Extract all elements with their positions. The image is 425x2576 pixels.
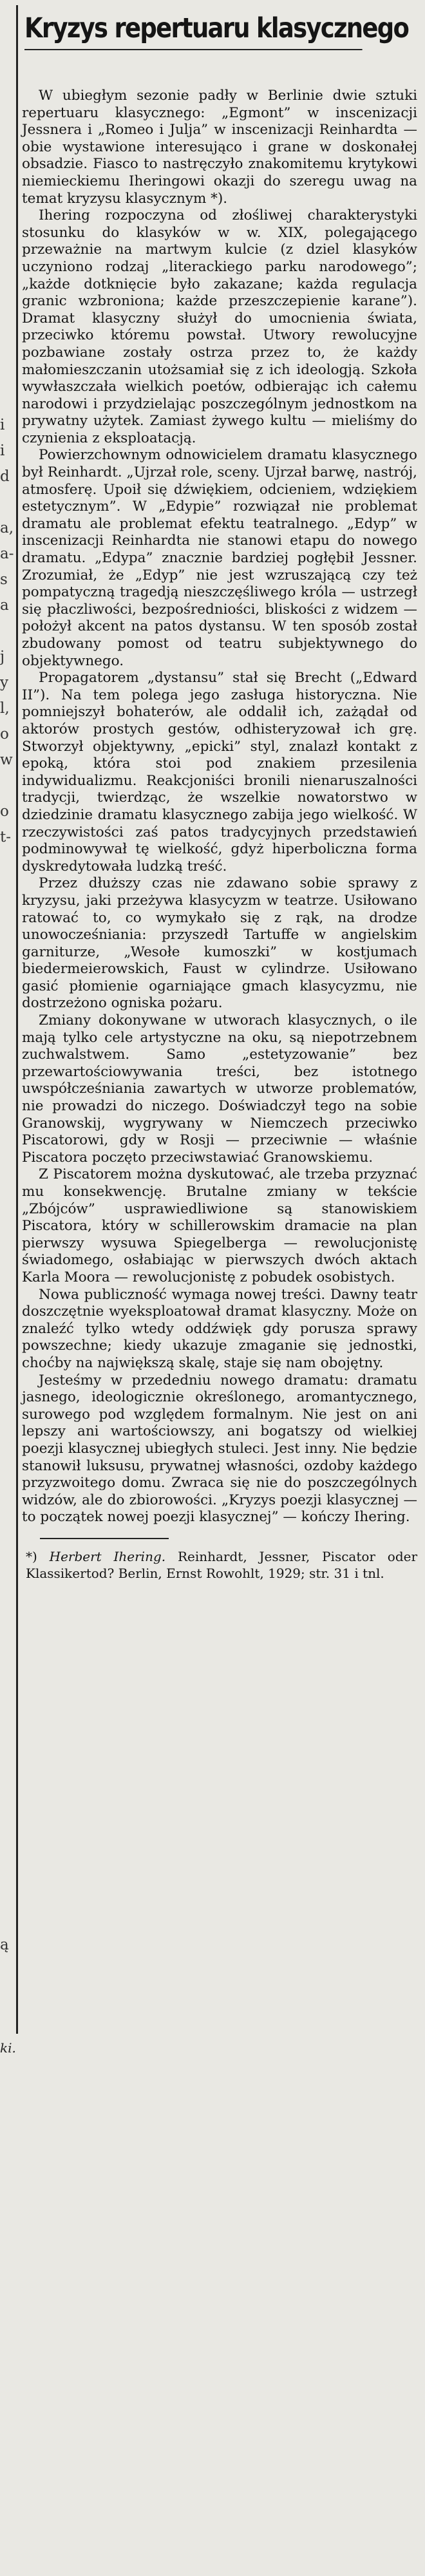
gutter-fragment: a, [0, 520, 14, 536]
gutter-fragment [0, 902, 14, 927]
gutter-fragment [0, 1417, 14, 1443]
gutter-fragment [0, 1365, 14, 1391]
gutter-fragment [0, 2138, 14, 2164]
gutter-fragment [0, 2473, 14, 2499]
gutter-fragment [0, 489, 14, 515]
gutter-fragment [0, 1906, 14, 1932]
paragraph: Powierzchownym odnowicielem dramatu klasycznego był Reinhardt. „Ujrzał role, sceny. Ujrzał barwę, nastrój, atmosferę. Upoił się dźwiękiem, odcieniem, wdziękiem estetycznym”. W „Edypie” rozwiązał nie problemat dramatu ale problemat efektu teatralnego. „Edyp” w inscenizacji Reinhardta nie stanowi etapu do nowego dramatu. „Edypa” znacznie bardziej pogłębił Jessner. Zrozumiał, że „Edyp” nie jest wzruszającą czy też pompatyczną tragedją nieszczęśliwego króla — ustrzegł się płaczliwości, bezpośredniości, bliskości z widzem — położył akcent na patos dystansu. W ten sposób został zbudowany pomost od teatru subjektywnego do objektywnego. [22, 447, 417, 669]
gutter-fragment [0, 1546, 14, 1571]
article-title: Kryzys repertuaru klasycznego [24, 8, 363, 50]
gutter-fragment: o [0, 803, 9, 820]
paragraph: Nowa publiczność wymaga nowej treści. Dawny teatr doszczętnie wyeksploatował dramat klasyczny. Może on znaleźć tylko wtedy oddźwięk gdy porusza sprawy powszechne; kiedy ukazuje zmaganie się jednostki, choćby na największą skalę, staje się nam obojętny. [22, 1286, 417, 1371]
gutter-fragment [0, 1494, 14, 1520]
gutter-fragment [0, 2190, 14, 2215]
gutter-fragment [0, 1726, 14, 1752]
gutter-fragment: a [0, 597, 9, 614]
gutter-fragment [0, 2396, 14, 2421]
gutter-fragment [0, 1571, 14, 1597]
adjacent-column-fragments [0, 412, 14, 2576]
gutter-fragment [0, 979, 14, 1005]
footnote-marker: *) [26, 1548, 37, 1564]
gutter-fragment [0, 1984, 14, 2009]
gutter-fragment [0, 1236, 14, 1262]
gutter-fragment [0, 1855, 14, 1880]
gutter-fragment [0, 1752, 14, 1777]
gutter-fragment: s [0, 571, 8, 588]
gutter-fragment: i [0, 442, 5, 459]
gutter-fragment: o [0, 726, 9, 743]
gutter-fragment [0, 2370, 14, 2396]
article-body [22, 88, 417, 1526]
gutter-fragment [0, 1185, 14, 1211]
gutter-fragment [0, 2009, 14, 2035]
footnote-author: Herbert Ihering. [49, 1548, 166, 1564]
column-rule [16, 5, 18, 2034]
gutter-fragment [0, 1674, 14, 1700]
article [22, 8, 417, 1582]
paragraph: Ihering rozpoczyna od złośliwej charakterystyki stosunku do klasyków w w. XIX, polegającego przeważnie na martwym kulcie (z dziel klasyków uczyniono rodzaj „literackiego parku narodowego”; „każde dotknięcie było zakazane; każda regulacja granic wzbroniona; każde przeszczepienie karane”). Dramat klasyczny służył do umocnienia świata, przeciwko któremu powstał. Utwory rewolucyjne pozbawiane zostały ostrza przez to, że każdy małomieszczanin utożsamiał się z ich ideologją. Szkoła wywłaszczała wielkich poetów, odbierając ich całemu narodowi i przydzielając poszczególnym jednostkom na prywatny użytek. Zamiast żywego kultu — mieliśmy do czynienia z eksploatacją. [22, 207, 417, 446]
gutter-fragment [0, 1056, 14, 1082]
gutter-fragment [0, 2318, 14, 2344]
gutter-fragment [0, 773, 14, 799]
paragraph: Jesteśmy w przededniu nowego dramatu: dramatu jasnego, ideologicznie określonego, aromantycznego, surowego pod względem formalnym. Nie jest on ani lepszy ani wartościowszy, ani bogatszy od wielkiej poezji klasycznej ubiegłych stuleci. Jest inny. Nie będzie stanowił luksusu, prywatnej własności, ozdoby każdego przyzwoitego domu. Zwraca się nie do poszczególnych widzów, ale do zbiorowości. „Kryzys poezji klasycznej — to początek nowej poezji klasycznej” — kończy Ihering. [22, 1372, 417, 1526]
gutter-fragment: t- [0, 829, 12, 846]
gutter-fragment [0, 2293, 14, 2318]
gutter-fragment [0, 1880, 14, 1906]
gutter-fragment [0, 2267, 14, 2293]
footnote-text: Reinhardt, Jessner, Piscator oder Klassikertod? Berlin, Ernst Rowohlt, 1929; str. 31 i tnl. [26, 1548, 418, 1581]
gutter-fragment [0, 2215, 14, 2241]
gutter-fragment [0, 1803, 14, 1829]
gutter-fragment [0, 1108, 14, 1133]
gutter-fragment [0, 2550, 14, 2576]
gutter-fragment [0, 1005, 14, 1030]
gutter-fragment [0, 1829, 14, 1855]
gutter-fragment [0, 1649, 14, 1674]
gutter-fragment [0, 1777, 14, 1803]
gutter-fragment [0, 1030, 14, 1056]
gutter-fragment [0, 2524, 14, 2550]
gutter-fragment [0, 1288, 14, 1314]
gutter-fragment [0, 2241, 14, 2267]
gutter-fragment: a- [0, 545, 14, 562]
gutter-fragment [0, 1391, 14, 1417]
gutter-fragment: d [0, 468, 10, 485]
gutter-fragment [0, 953, 14, 979]
gutter-fragment [0, 1133, 14, 1159]
gutter-fragment [0, 850, 14, 876]
footnote-rule [40, 1538, 169, 1539]
gutter-fragment: i [0, 417, 5, 433]
gutter-fragment [0, 1211, 14, 1236]
paragraph: Zmiany dokonywane w utworach klasycznych, o ile mają tylko cele artystyczne na oku, są niepotrzebnem zuchwalstwem. Samo „estetyzowanie” bez przewartościowywania treści, bez istotnego uwspółcześniania zawartych w utworze problematów, nie prowadzi do niczego. Doświadczył tego na sobie Granowskij, wygrywany w Niemczech przeciwko Piscatorowi, gdy w Rosji — przeciwnie — właśnie Piscatora poczęto przeciwstawiać Granowskiemu. [22, 1012, 417, 1166]
paragraph: W ubiegłym sezonie padły w Berlinie dwie sztuki repertuaru klasycznego: „Egmont” w inscenizacji Jessnera i „Romeo i Julja” w inscenizacji Reinhardta — obie wystawione interesująco i grane w doskonałej obsadzie. Fiasco to nastręczyło znakomitemu krytykowi niemieckiemu Iheringowi okazji do szeregu uwag na temat kryzysu klasycznym *). [22, 88, 417, 207]
gutter-fragment [0, 2421, 14, 2447]
gutter-fragment [0, 2499, 14, 2524]
gutter-fragment [0, 1159, 14, 1185]
gutter-fragment [0, 1262, 14, 1288]
gutter-fragment: j [0, 649, 5, 665]
gutter-fragment [0, 618, 14, 644]
gutter-fragment [0, 2061, 14, 2087]
gutter-fragment [0, 2112, 14, 2138]
gutter-fragment [0, 1340, 14, 1365]
gutter-fragment [0, 1314, 14, 1340]
gutter-fragment [0, 927, 14, 953]
gutter-fragment [0, 1468, 14, 1494]
adjacent-column-bottom-fragment: ki. [0, 2040, 16, 2056]
gutter-fragment [0, 1958, 14, 1984]
gutter-fragment [0, 1443, 14, 1468]
gutter-fragment [0, 1623, 14, 1649]
paragraph: Przez dłuższy czas nie zdawano sobie sprawy z kryzysu, jaki przeżywa klasycyzm w teatrze. Usiłowano ratować to, co wymykało się z rąk, na drodze unowocześniania: przyszedł Tartuffe w angielskim garniturze, „Wesołe kumoszki” w kostjumach biedermeierowskich, Faust w cylindrze. Usiłowano gasić płomienie ogarniające gmach klasycyzmu, nie dostrzeżono ogniska pożaru. [22, 875, 417, 1012]
paragraph: Propagatorem „dystansu” stał się Brecht („Edward II”). Na tem polega jego zasługa historyczna. Nie pomniejszył bohaterów, ale oddalił ich, zażądał od aktorów prostych gestów, odhisteryzował ich grę. Stworzył objektywny, „epicki” styl, znalazł kontakt z epoką, która stoi pod znakiem przesilenia indywidualizmu. Reakcjoniści bronili nienaruszalności tradycji, twierdząc, że wszelkie nowatorstwo w dziedzinie dramatu klasycznego zabija jego wielkość. W rzeczywistości zaś patos tradycyjnych przedstawień podminowywał tę wielkość, gdyż hiperboliczna forma dyskredytowała ludzką treść. [22, 670, 417, 875]
gutter-fragment: l, [0, 700, 10, 717]
gutter-fragment: y [0, 674, 8, 691]
gutter-fragment: ą [0, 1937, 9, 1953]
gutter-fragment [0, 1082, 14, 1108]
gutter-fragment [0, 2447, 14, 2473]
paragraph: Z Piscatorem można dyskutować, ale trzeba przyznać mu konsekwencję. Brutalne zmiany w tekście „Zbójców” usprawiedliwione są stanowiskiem Piscatora, który w schillerowskim dramacie na plan pierwszy wysuwa Spiegelberga — rewolucjonistę świadomego, osłabiając w pierwszych dwóch aktach Karla Moora — rewolucjonistę z pobudek osobistych. [22, 1166, 417, 1285]
gutter-fragment [0, 2164, 14, 2190]
footnote [22, 1548, 417, 1582]
gutter-fragment [0, 1700, 14, 1726]
gutter-fragment [0, 876, 14, 902]
gutter-fragment [0, 1520, 14, 1546]
gutter-fragment: w [0, 752, 13, 768]
gutter-fragment [0, 2344, 14, 2370]
gutter-fragment [0, 1597, 14, 1623]
gutter-fragment [0, 2087, 14, 2112]
